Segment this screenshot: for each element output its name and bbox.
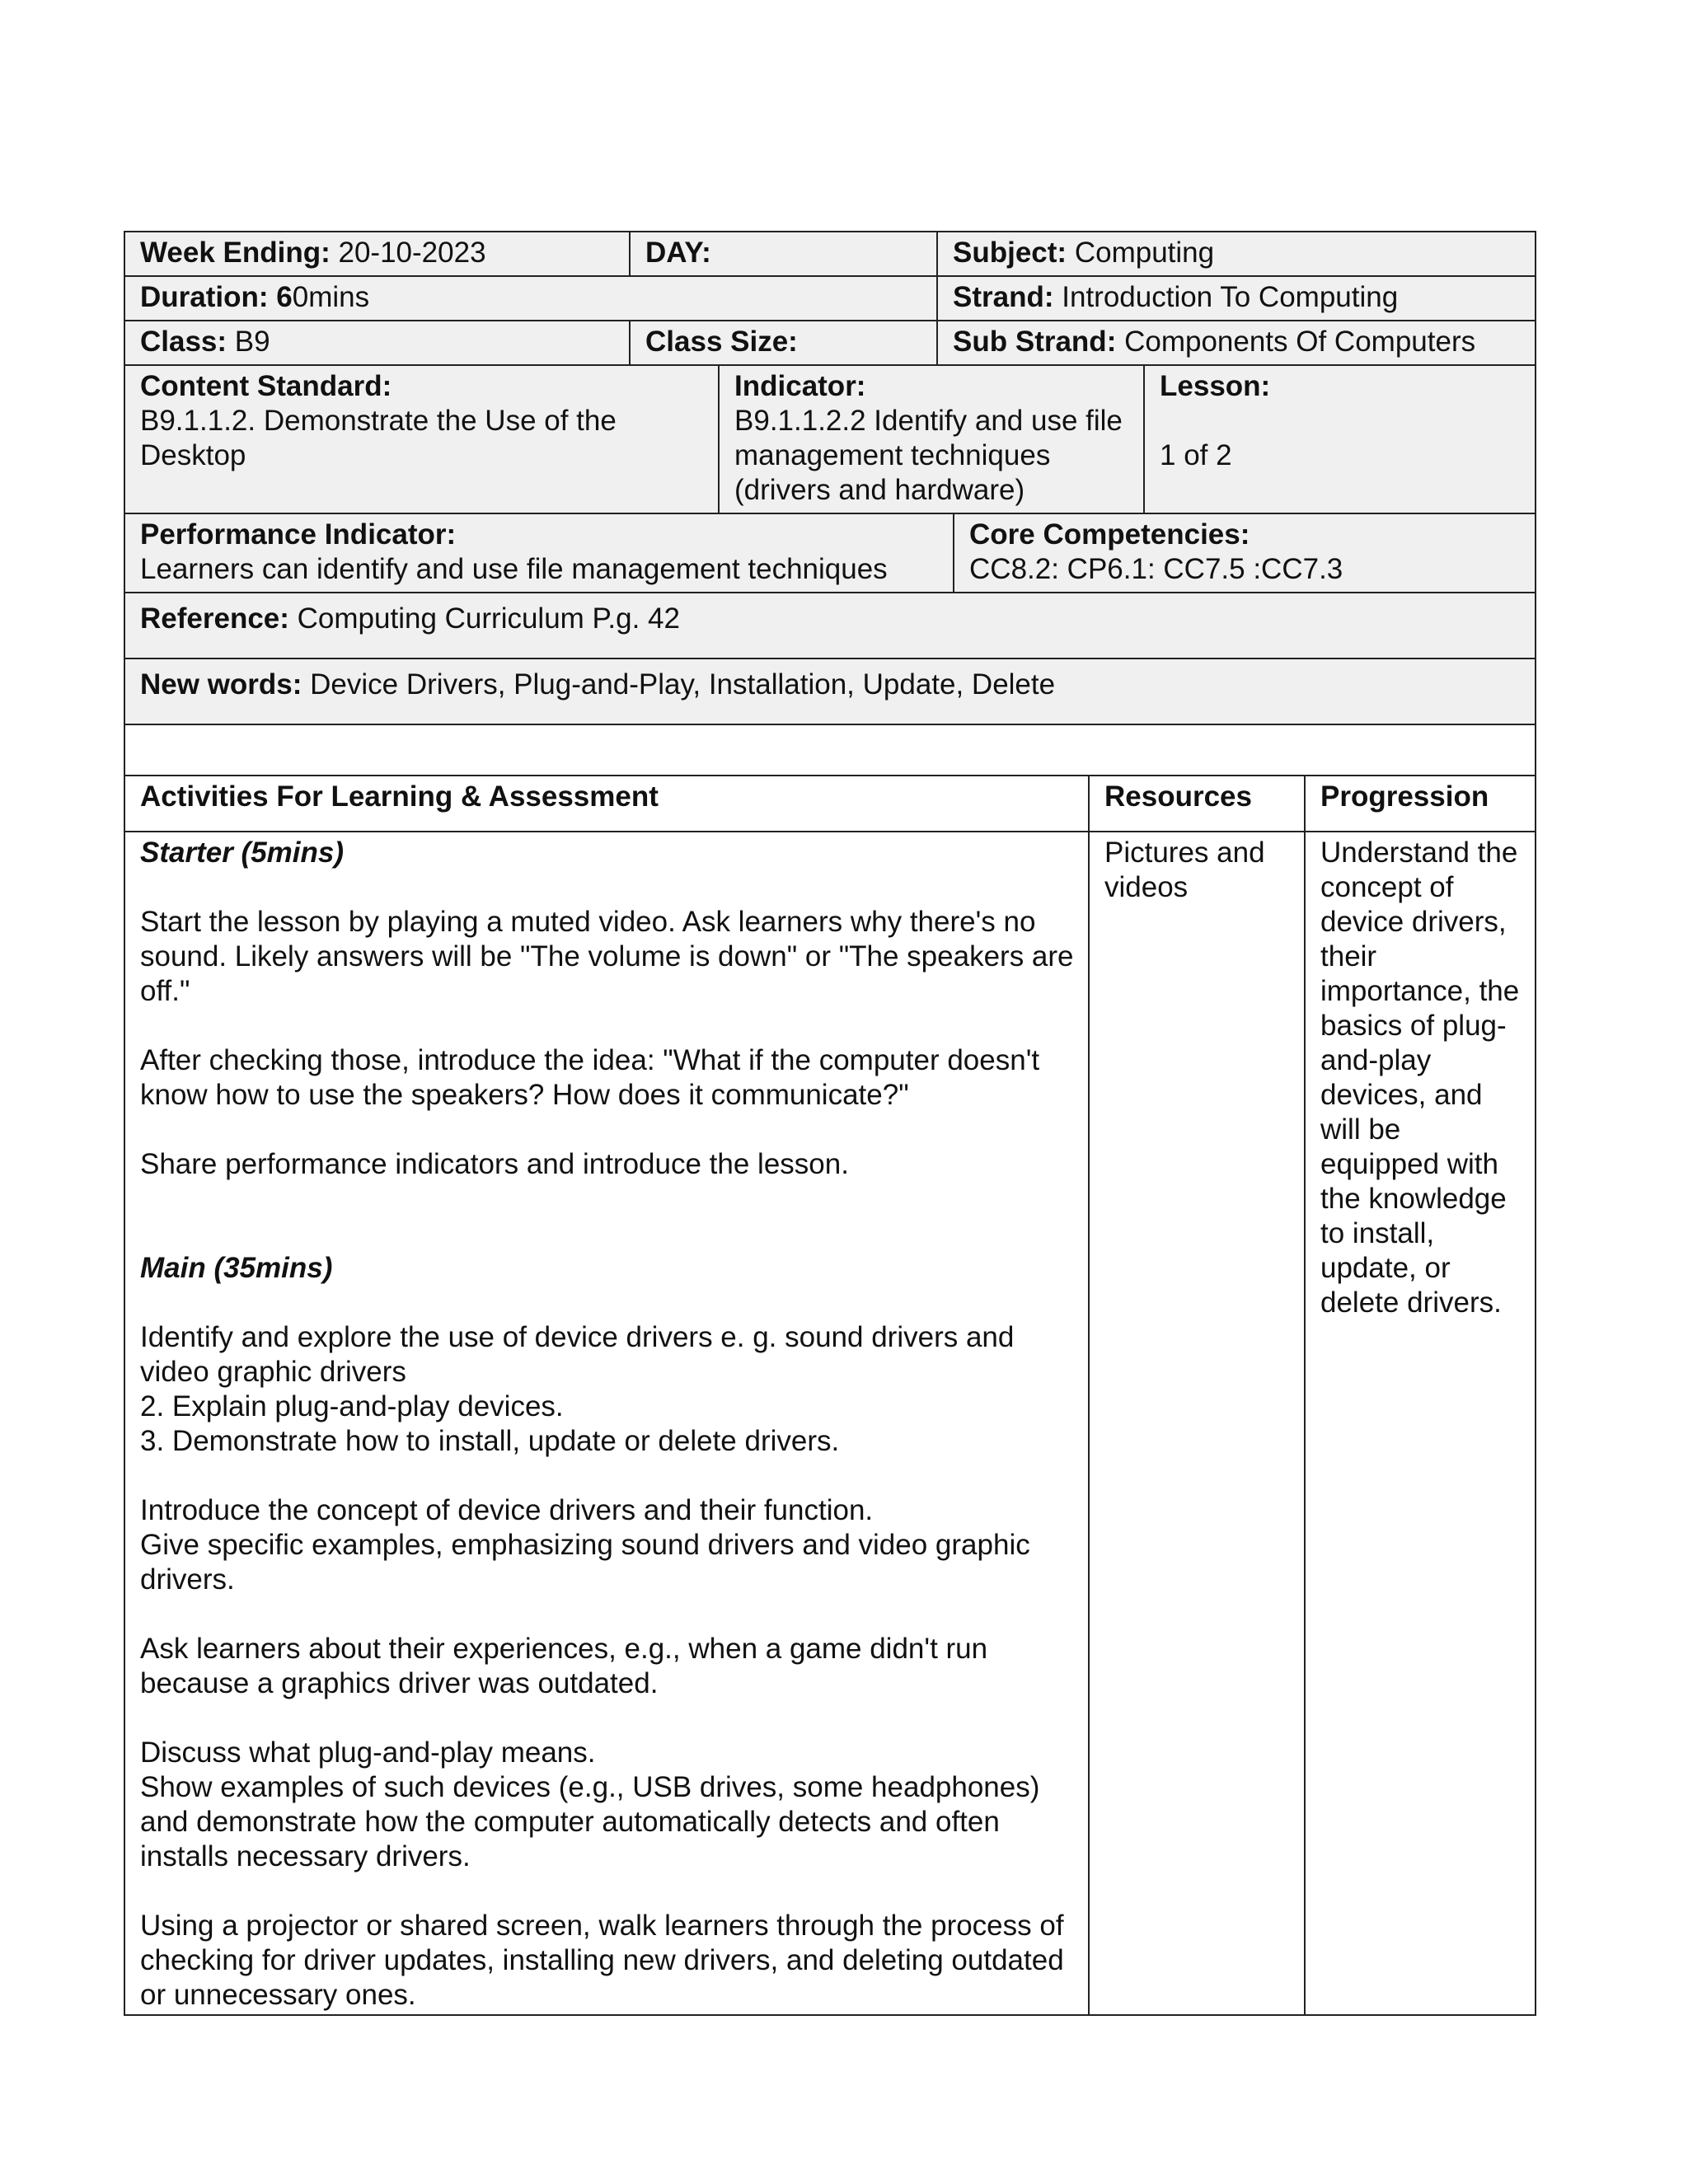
- main-paragraph-1-line-1: Identify and explore the use of device drivers e. g. sound drivers and video graphic drivers: [140, 1321, 1015, 1388]
- main-paragraph-4-line-1: Discuss what plug-and-play means.: [140, 1736, 596, 1769]
- starter-paragraph-2: After checking those, introduce the idea: "What if the computer doesn't know how to use the speakers? How does it communicate?": [140, 1044, 1040, 1111]
- new-words-cell: [124, 658, 1536, 724]
- duration-value-rest: 0mins: [292, 281, 370, 313]
- activities-cell: [124, 832, 1089, 2015]
- performance-indicator-value: Learners can identify and use file management techniques: [140, 553, 888, 585]
- content-standard-cell: [124, 365, 719, 513]
- reference-cell: [124, 593, 1536, 658]
- sub-strand-label: Sub Strand:: [953, 326, 1117, 358]
- main-paragraph-3: Ask learners about their experiences, e.g., when a game didn't run because a graphics driver was outdated.: [140, 1633, 988, 1699]
- reference-value: Computing Curriculum P.g. 42: [297, 602, 680, 635]
- main-paragraph-2-line-1: Introduce the concept of device drivers and their function.: [140, 1494, 874, 1526]
- class-value: B9: [234, 326, 270, 358]
- core-competencies-cell: [954, 513, 1536, 593]
- lesson-plan: [124, 231, 1535, 2016]
- sub-strand-cell: [937, 321, 1536, 365]
- week-ending-cell: [124, 232, 630, 276]
- lesson-value: 1 of 2: [1160, 439, 1232, 471]
- class-size-cell: [630, 321, 937, 365]
- progression-cell: Understand the concept of device drivers, their importance, the basics of plug-and-play devices, and will be equipped with the knowledge to install, update, or delete drivers.: [1305, 832, 1536, 2015]
- day-label: DAY:: [645, 237, 711, 269]
- content-standard-label: Content Standard:: [140, 370, 392, 402]
- week-ending-label: Week Ending:: [140, 237, 331, 269]
- duration-value-bold: 6: [276, 281, 293, 313]
- spacer-row: [124, 724, 1536, 776]
- lesson-cell: [1144, 365, 1536, 513]
- indicator-value: B9.1.1.2.2 Identify and use file management techniques (drivers and hardware): [734, 405, 1123, 506]
- new-words-label: New words:: [140, 668, 302, 701]
- col-activities-header: Activities For Learning & Assessment: [124, 776, 1089, 832]
- main-paragraph-4-line-2: Show examples of such devices (e.g., USB drives, some headphones) and demonstrate how the computer automatically detects and often installs necessary drivers.: [140, 1771, 1040, 1872]
- new-words-value: Device Drivers, Plug-and-Play, Installation, Update, Delete: [310, 668, 1056, 701]
- resources-cell: Pictures and videos: [1089, 832, 1305, 2015]
- col-progression-header: Progression: [1305, 776, 1536, 832]
- indicator-label: Indicator:: [734, 370, 866, 402]
- performance-indicator-cell: [124, 513, 954, 593]
- indicator-cell: [719, 365, 1144, 513]
- starter-paragraph-1: Start the lesson by playing a muted video. Ask learners why there's no sound. Likely answers will be "The volume is down" or "The speakers are off.": [140, 906, 1074, 1007]
- subject-label: Subject:: [953, 237, 1067, 269]
- content-standard-value: B9.1.1.2. Demonstrate the Use of the Desktop: [140, 405, 617, 471]
- performance-indicator-label: Performance Indicator:: [140, 518, 457, 551]
- day-cell: [630, 232, 937, 276]
- core-competencies-label: Core Competencies:: [969, 518, 1250, 551]
- duration-label: Duration:: [140, 281, 269, 313]
- sub-strand-value: Components Of Computers: [1124, 326, 1476, 358]
- main-paragraph-1-line-2: 2. Explain plug-and-play devices.: [140, 1390, 564, 1422]
- reference-label: Reference:: [140, 602, 289, 635]
- starter-heading: Starter (5mins): [140, 837, 345, 869]
- week-ending-value: 20-10-2023: [338, 237, 486, 269]
- class-label: Class:: [140, 326, 227, 358]
- strand-label: Strand:: [953, 281, 1054, 313]
- strand-value: Introduction To Computing: [1062, 281, 1399, 313]
- lesson-label: Lesson:: [1160, 370, 1271, 402]
- class-cell: [124, 321, 630, 365]
- starter-paragraph-3: Share performance indicators and introduce the lesson.: [140, 1148, 849, 1180]
- header-table: [124, 231, 1536, 776]
- col-resources-header: Resources: [1089, 776, 1305, 832]
- main-heading: Main (35mins): [140, 1252, 333, 1284]
- core-competencies-value: CC8.2: CP6.1: CC7.5 :CC7.3: [969, 553, 1343, 585]
- duration-cell: [124, 276, 937, 321]
- main-paragraph-2-line-2: Give specific examples, emphasizing sound drivers and video graphic drivers.: [140, 1529, 1030, 1596]
- main-paragraph-5: Using a projector or shared screen, walk learners through the process of checking for driver updates, installing new drivers, and deleting outdated or unnecessary ones.: [140, 1910, 1064, 2011]
- activities-table: [124, 775, 1536, 2016]
- subject-value: Computing: [1074, 237, 1215, 269]
- class-size-label: Class Size:: [645, 326, 798, 358]
- main-paragraph-1-line-3: 3. Demonstrate how to install, update or delete drivers.: [140, 1425, 840, 1457]
- strand-cell: [937, 276, 1536, 321]
- subject-cell: [937, 232, 1536, 276]
